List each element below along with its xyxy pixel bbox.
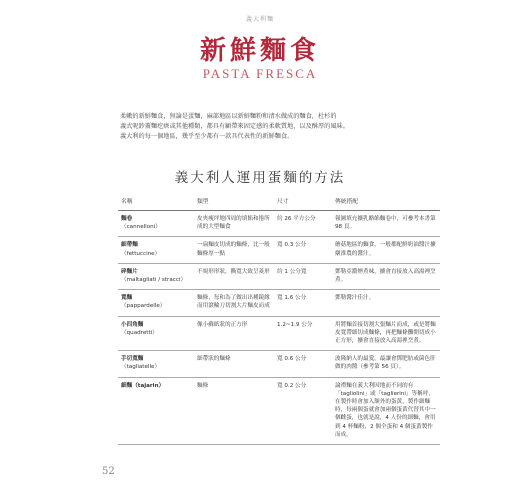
cell-name <box>118 351 194 377</box>
name-italian: （pappardelle） <box>121 303 166 310</box>
table-row <box>118 263 440 289</box>
running-head: 義大利麵 <box>245 16 274 23</box>
cell-pairing: 論禮麵在義大利因地而不同的有「tagliolini」或「taglierini」等稱呼，在製作時會加入額外的蛋黃，製作細麵時，每兩個蛋就會加兩個蛋黃代替其中一個雌蛋，也就是說，4 人份的細麵，會用到 4 杯麵粉，2 個全蛋和 4 個蛋黃製作而成。 <box>332 377 440 444</box>
cell-pairing: 報圖填充擴乳酪餡麵卷中，可參考本書第 98 頁。 <box>332 211 440 237</box>
intro-line: 柔嫩的新鮮麵食，無論是蛋麵，麻部地區以新鮮麵粉和清水做成的麵食，杜杉的 <box>120 113 337 120</box>
cell-type: 麵條 <box>194 377 274 444</box>
cell-size: 寬 0.2 公分 <box>274 377 332 444</box>
cell-name <box>118 263 194 289</box>
cell-size: 約 26 平方公分 <box>274 211 332 237</box>
name-text: 細麵（tajarin） <box>121 382 165 389</box>
cell-type: 皮夾瘦坪地四周的填餡和捲所成的大型麵食 <box>194 211 274 237</box>
name-italian: （fettuccine） <box>121 250 161 257</box>
column-header-pairing: 傳統搭配 <box>332 192 440 211</box>
column-header-name: 名稱 <box>118 192 194 211</box>
cell-size: 寬 1.6 公分 <box>274 290 332 316</box>
column-header-type: 類型 <box>194 192 274 211</box>
intro-line: 義式呢鈔蓋麵疙瘩或其他種類，都具有顧帶來固定感的柔軟質地，以及酥厚的風味。 <box>120 123 349 130</box>
name-italian: （maltagliati / stracci） <box>121 277 187 284</box>
table-row <box>118 377 440 444</box>
intro-line: 義大利的每一個地區，幾乎至少都有一款具代表性的新鮮麵食。 <box>120 133 294 140</box>
cell-size: 1.2~1.9 公分 <box>274 316 332 351</box>
cell-type: 不規形形狀，撕寬大致呈菱形 <box>194 263 274 289</box>
cell-type: 一扁麵皮切成的麵條，比一般麵條厚一點 <box>194 237 274 263</box>
name-text: 麵卷 <box>121 216 133 222</box>
cell-size: 寬 0.6 公分 <box>274 351 332 377</box>
table-header-row <box>118 192 440 211</box>
table-row <box>118 351 440 377</box>
pasta-table <box>118 192 440 445</box>
table-row <box>118 316 440 351</box>
cell-type: 像小蘇紙狀的正方形 <box>194 316 274 351</box>
cell-name <box>118 377 194 444</box>
cell-pairing: 波隆納人的最愛，最讓會鄧肥肪或菌色肝做的肉醬（參考第 56 頁）。 <box>332 351 440 377</box>
cell-name <box>118 211 194 237</box>
cell-pairing: 蘑菇地區的麵食，一般都配鮮奶油醬汁擴燉淮農的醬汁。 <box>332 237 440 263</box>
column-header-size: 尺寸 <box>274 192 332 211</box>
name-text: 細帶麵 <box>121 242 138 249</box>
cell-name <box>118 316 194 351</box>
name-italian: （quadretti） <box>121 329 158 336</box>
cell-type: 細帶狀的麵條 <box>194 351 274 377</box>
cell-type: 麵條，每和為了做出出種鏡緣而用滾輪刀切割大片麵皮而成 <box>194 290 274 316</box>
cell-size: 約 1 公分寬 <box>274 263 332 289</box>
cell-name <box>118 290 194 316</box>
cell-pairing: 鄧勒醬汁佳汁。 <box>332 290 440 316</box>
cell-pairing: 用將麵首接切割大張麵片而成，或是將麵皮寬帶細切成麵條，再把麵條攤開切成小正方形，擴會直接放入高湯裡烹煮。 <box>332 316 440 351</box>
page-number: 52 <box>102 466 115 477</box>
table-row <box>118 290 440 316</box>
name-italian: （cannelloni） <box>121 224 161 231</box>
table-row <box>118 237 440 263</box>
name-italian: （tagliatelle） <box>121 364 161 371</box>
name-text: 碎麵片 <box>121 268 138 275</box>
page-subtitle: PASTA FRESCA <box>202 66 318 81</box>
intro-paragraph <box>120 112 405 142</box>
name-text: 寬麵 <box>121 295 133 302</box>
cell-name <box>118 237 194 263</box>
table-row <box>118 211 440 237</box>
name-text: 小四角麵 <box>121 321 144 328</box>
page-title: 新鮮麵食 <box>199 36 320 66</box>
name-text: 手切寬麵 <box>121 356 144 363</box>
cell-size: 寬 0.3 公分 <box>274 237 332 263</box>
cell-pairing: 鄧勒亞濃煙煮味，擴會直接放入高湯裡烹煮。 <box>332 263 440 289</box>
section-title: 義大利人運用蛋麵的方法 <box>174 170 346 186</box>
